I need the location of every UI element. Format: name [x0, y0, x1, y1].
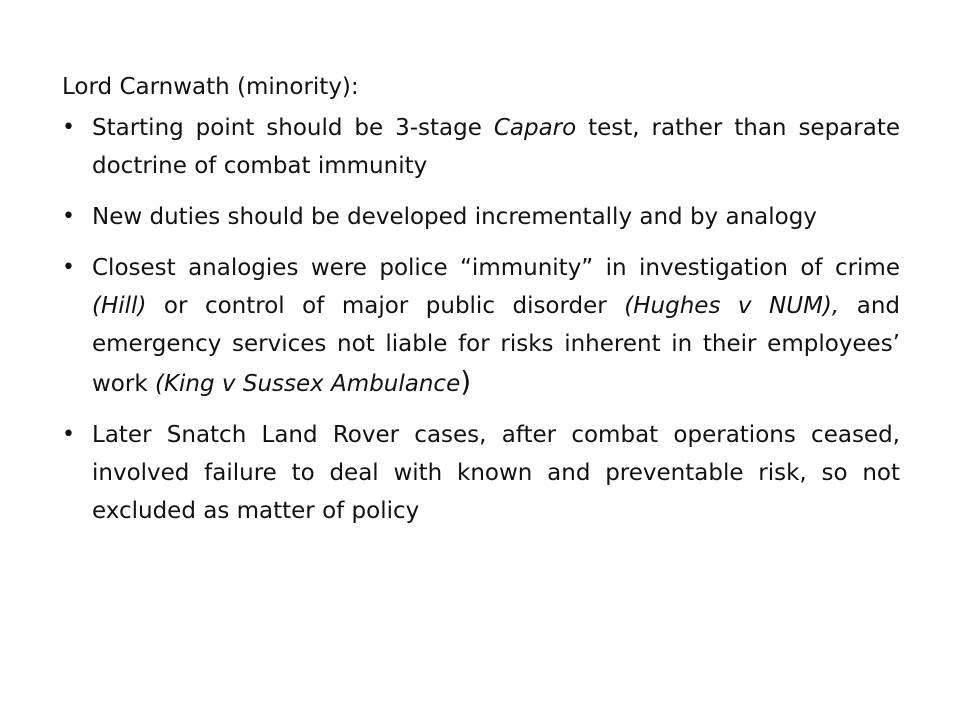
bullet-dot: • [62, 422, 75, 447]
bullet-text: and emergency services not liable for risks inherent in their employees’ work [92, 293, 900, 397]
bullet-text: New duties should be developed incrementally and by analogy [92, 204, 817, 230]
bullet-text: or control of major public disorder [146, 293, 625, 319]
bullet-item [62, 416, 900, 530]
bullet-text: test, rather than separate doctrine of combat immunity [92, 115, 900, 179]
bullet-text-italic: (Hill) [92, 293, 147, 319]
bullet-item [62, 198, 900, 236]
bullet-text-italic: (Hughes v NUM), [624, 293, 840, 319]
bullet-text: Starting point should be 3-stage [92, 115, 494, 141]
bullet-dot: • [62, 255, 75, 280]
bullet-text: Later Snatch Land Rover cases, after combat operations ceased, involved failure to deal with known and preventable risk, so not excluded as matter of policy [92, 422, 900, 524]
bullet-item [62, 249, 900, 403]
slide-heading: Lord Carnwath (minority): [62, 74, 359, 100]
bullet-dot: • [62, 115, 75, 140]
bullet-text: Closest analogies were police “immunity” in investigation of crime [92, 255, 900, 281]
bullet-text-italic: (King v Sussex Ambulance [154, 371, 461, 397]
bullet-text-italic: Caparo [493, 115, 577, 141]
bullet-text: ) [460, 365, 472, 398]
bullet-dot: • [62, 204, 75, 229]
bullet-list [62, 109, 900, 543]
bullet-item [62, 109, 900, 185]
